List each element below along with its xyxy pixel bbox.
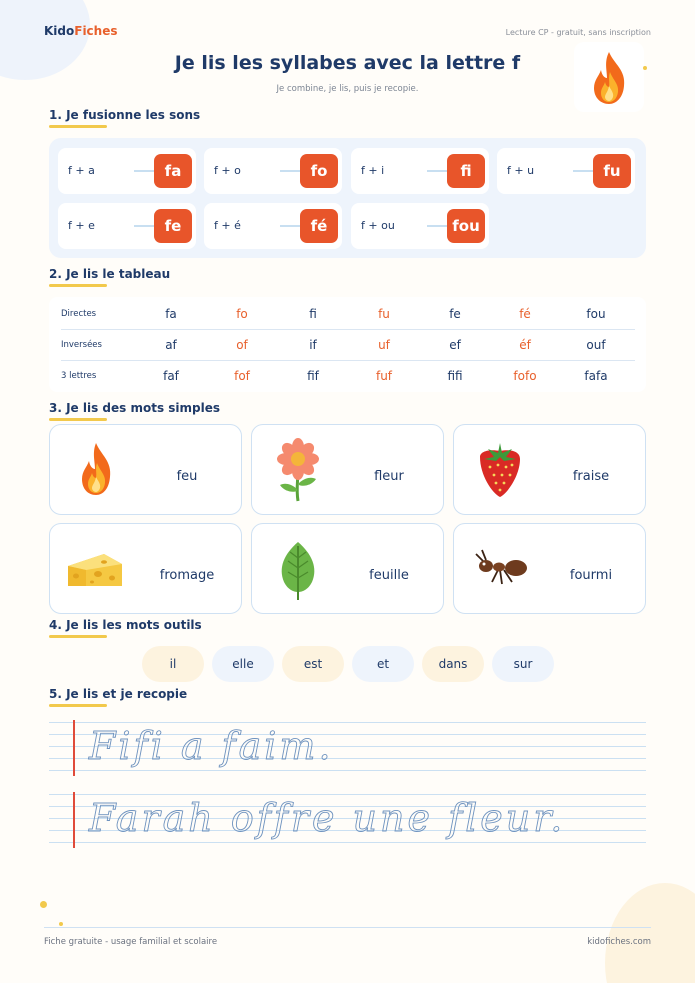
table-cell: fé — [519, 307, 531, 321]
section4-title: 4. Je lis les mots outils — [49, 618, 202, 638]
tool-word-pill: et — [352, 646, 414, 682]
fusion-card — [497, 148, 635, 194]
fusion-panel — [49, 138, 646, 258]
fusion-card — [58, 148, 196, 194]
word-label: feu — [176, 469, 198, 484]
section5-title: 5. Je lis et je recopie — [49, 687, 187, 707]
decor-blob-bottom-right — [605, 883, 695, 983]
leaf-icon — [266, 536, 330, 602]
table-cell: fofo — [513, 369, 537, 383]
strawberry-icon — [468, 437, 532, 503]
page-subtitle: Je combine, je lis, puis je recopie. — [276, 84, 419, 94]
table-cell: fifi — [447, 369, 463, 383]
ant-icon — [468, 536, 532, 602]
table-cell: fafa — [584, 369, 608, 383]
fusion-formula: f + u — [507, 164, 535, 177]
header-tagline: Lecture CP - gratuit, sans inscription — [505, 28, 651, 37]
page-title: Je lis les syllabes avec la lettre f — [174, 52, 521, 74]
row-label: 3 lettres — [61, 371, 97, 381]
row-label: Directes — [61, 309, 97, 319]
writing-lines — [49, 720, 646, 776]
section2-title: 2. Je lis le tableau — [49, 267, 170, 287]
word-label: fleur — [374, 469, 404, 484]
fusion-card — [58, 203, 196, 249]
syllable-table — [49, 297, 646, 392]
brand-logo[interactable]: KidoFiches — [44, 24, 118, 38]
tool-word-pill: il — [142, 646, 204, 682]
fusion-result: fe — [154, 209, 192, 243]
fire-icon — [64, 437, 128, 503]
fusion-formula: f + é — [214, 219, 241, 232]
fusion-result: fu — [593, 154, 631, 188]
fusion-formula: f + e — [68, 219, 95, 232]
fusion-result: fa — [154, 154, 192, 188]
fusion-result: fé — [300, 209, 338, 243]
decor-dot — [643, 66, 647, 70]
fusion-formula: f + i — [361, 164, 385, 177]
fusion-card — [204, 148, 342, 194]
cheese-icon — [64, 536, 128, 602]
tool-word-pill: elle — [212, 646, 274, 682]
fusion-card — [204, 203, 342, 249]
word-card — [453, 424, 646, 515]
word-card — [49, 523, 242, 614]
flower-icon — [266, 437, 330, 503]
table-cell: faf — [163, 369, 179, 383]
table-cell: af — [165, 338, 177, 352]
section3-title: 3. Je lis des mots simples — [49, 401, 220, 421]
table-cell: ef — [449, 338, 461, 352]
fusion-card — [351, 203, 489, 249]
footer-note: Fiche gratuite - usage familial et scolaire — [44, 937, 218, 947]
word-card — [251, 523, 444, 614]
table-cell: fof — [234, 369, 250, 383]
word-label: fraise — [572, 469, 610, 484]
table-cell: fu — [378, 307, 390, 321]
word-label: fourmi — [569, 568, 613, 583]
fusion-card — [351, 148, 489, 194]
word-card — [251, 424, 444, 515]
table-cell: éf — [519, 338, 531, 352]
word-label: feuille — [369, 568, 409, 583]
table-row — [61, 299, 635, 330]
tool-word-pill: est — [282, 646, 344, 682]
fusion-result: fou — [447, 209, 485, 243]
table-cell: fif — [307, 369, 319, 383]
table-cell: fo — [236, 307, 248, 321]
writing-lines — [49, 792, 646, 848]
word-card — [49, 424, 242, 515]
copy-sentence: Farah offre une fleur. — [89, 796, 566, 840]
fusion-formula: f + ou — [361, 219, 395, 232]
tool-word-pill: dans — [422, 646, 484, 682]
table-cell: ouf — [586, 338, 606, 352]
fusion-formula: f + a — [68, 164, 95, 177]
table-cell: fi — [309, 307, 317, 321]
word-label: fromage — [159, 568, 215, 583]
fusion-result: fo — [300, 154, 338, 188]
footer-divider — [44, 927, 651, 928]
decor-dot — [59, 922, 63, 926]
section1-title: 1. Je fusionne les sons — [49, 108, 200, 128]
table-cell: fuf — [375, 369, 393, 383]
table-cell: fa — [165, 307, 177, 321]
table-cell: uf — [378, 338, 390, 352]
fusion-formula: f + o — [214, 164, 241, 177]
table-row — [61, 330, 635, 361]
word-card — [453, 523, 646, 614]
table-row — [61, 361, 635, 392]
fusion-result: fi — [447, 154, 485, 188]
row-label: Inversées — [61, 340, 102, 350]
table-cell: if — [309, 338, 317, 352]
footer-website-link[interactable]: kidofiches.com — [587, 937, 651, 947]
title-fire-icon — [574, 42, 644, 112]
decor-dot — [40, 901, 47, 908]
copy-sentence: Fifi a faim. — [89, 724, 334, 768]
tool-word-pill: sur — [492, 646, 554, 682]
table-cell: of — [236, 338, 248, 352]
table-cell: fe — [449, 307, 461, 321]
table-cell: fou — [586, 307, 606, 321]
